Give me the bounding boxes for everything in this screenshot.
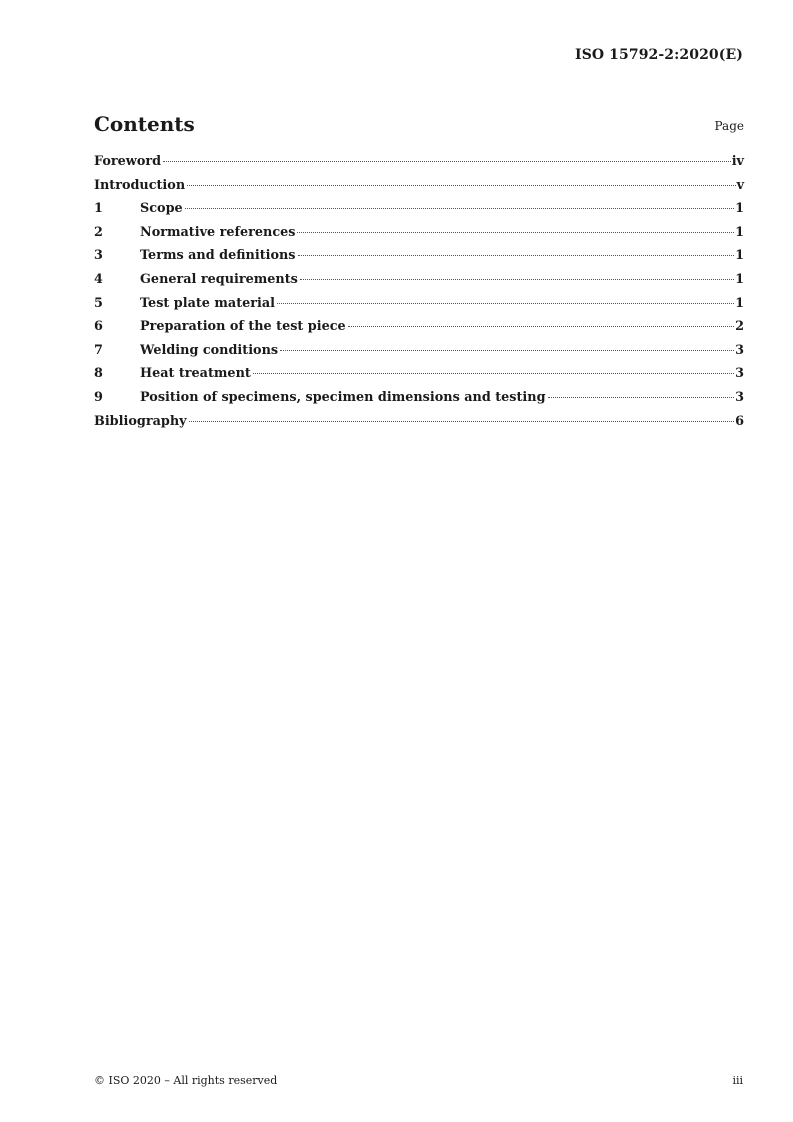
toc-entry-label: Heat treatment (140, 366, 251, 382)
toc-entry-label: Position of specimens, specimen dimensions and testing (140, 389, 546, 405)
toc-entry-label: Bibliography (94, 413, 187, 429)
toc-entry[interactable] (94, 366, 744, 390)
toc-entry-label: Preparation of the test piece (140, 319, 346, 335)
toc-entry-label: Terms and definitions (140, 248, 296, 264)
toc-dot-leader (189, 421, 735, 422)
toc-entry[interactable] (94, 272, 744, 296)
toc-entry-number: 6 (94, 319, 103, 335)
toc-entry-number: 2 (94, 224, 103, 240)
toc-entry[interactable] (94, 154, 744, 178)
toc-entry-number: 5 (94, 295, 103, 311)
toc-entry-page: 1 (735, 201, 744, 217)
toc-entry[interactable] (94, 201, 744, 225)
toc-dot-leader (163, 161, 731, 162)
table-of-contents (94, 154, 744, 437)
toc-dot-leader (300, 279, 734, 280)
toc-dot-leader (185, 208, 734, 209)
toc-entry-page: 1 (735, 271, 744, 287)
document-id: ISO 15792-2:2020(E) (575, 47, 743, 63)
toc-entry-label: Scope (140, 201, 183, 217)
toc-entry-page: 1 (735, 248, 744, 264)
toc-entry-label: Normative references (140, 224, 296, 240)
toc-entry[interactable] (94, 296, 744, 320)
toc-entry-label: Test plate material (140, 295, 276, 311)
toc-dot-leader (548, 397, 735, 398)
toc-entry-page: 3 (735, 342, 744, 358)
toc-entry-number: 4 (94, 271, 103, 287)
toc-dot-leader (298, 255, 735, 256)
contents-title: Contents (94, 112, 195, 136)
toc-entry-label: Welding conditions (140, 342, 279, 358)
toc-entry-label: Foreword (94, 154, 162, 169)
toc-entry[interactable] (94, 225, 744, 249)
toc-entry[interactable] (94, 319, 744, 343)
toc-dot-leader (187, 185, 735, 186)
toc-dot-leader (253, 373, 734, 374)
toc-entry-page: 6 (735, 413, 744, 429)
toc-entry[interactable] (94, 414, 744, 438)
toc-entry-number: 3 (94, 248, 103, 264)
toc-entry[interactable] (94, 248, 744, 272)
toc-entry-page: 2 (735, 319, 744, 335)
copyright-notice: © ISO 2020 – All rights reserved (94, 1074, 278, 1087)
toc-entry-number: 7 (94, 342, 103, 358)
contents-header (94, 112, 744, 140)
toc-dot-leader (348, 326, 734, 327)
toc-entry-page: v (736, 177, 744, 193)
toc-entry[interactable] (94, 178, 744, 202)
toc-entry-page: 1 (735, 224, 744, 240)
toc-entry-page: iv (731, 154, 744, 169)
toc-entry-number: 8 (94, 366, 103, 382)
toc-entry-label: Introduction (94, 177, 186, 193)
toc-entry-page: 3 (735, 366, 744, 382)
toc-dot-leader (277, 303, 734, 304)
page-column-label: Page (714, 119, 744, 133)
toc-dot-leader (297, 232, 734, 233)
toc-entry-number: 9 (94, 389, 103, 405)
toc-entry-label: General requirements (140, 271, 298, 287)
toc-entry-page: 3 (735, 389, 744, 405)
toc-entry-page: 1 (735, 295, 744, 311)
page-number: iii (732, 1074, 743, 1087)
toc-entry-number: 1 (94, 201, 103, 217)
toc-dot-leader (280, 350, 734, 351)
toc-entry[interactable] (94, 390, 744, 414)
toc-entry[interactable] (94, 343, 744, 367)
